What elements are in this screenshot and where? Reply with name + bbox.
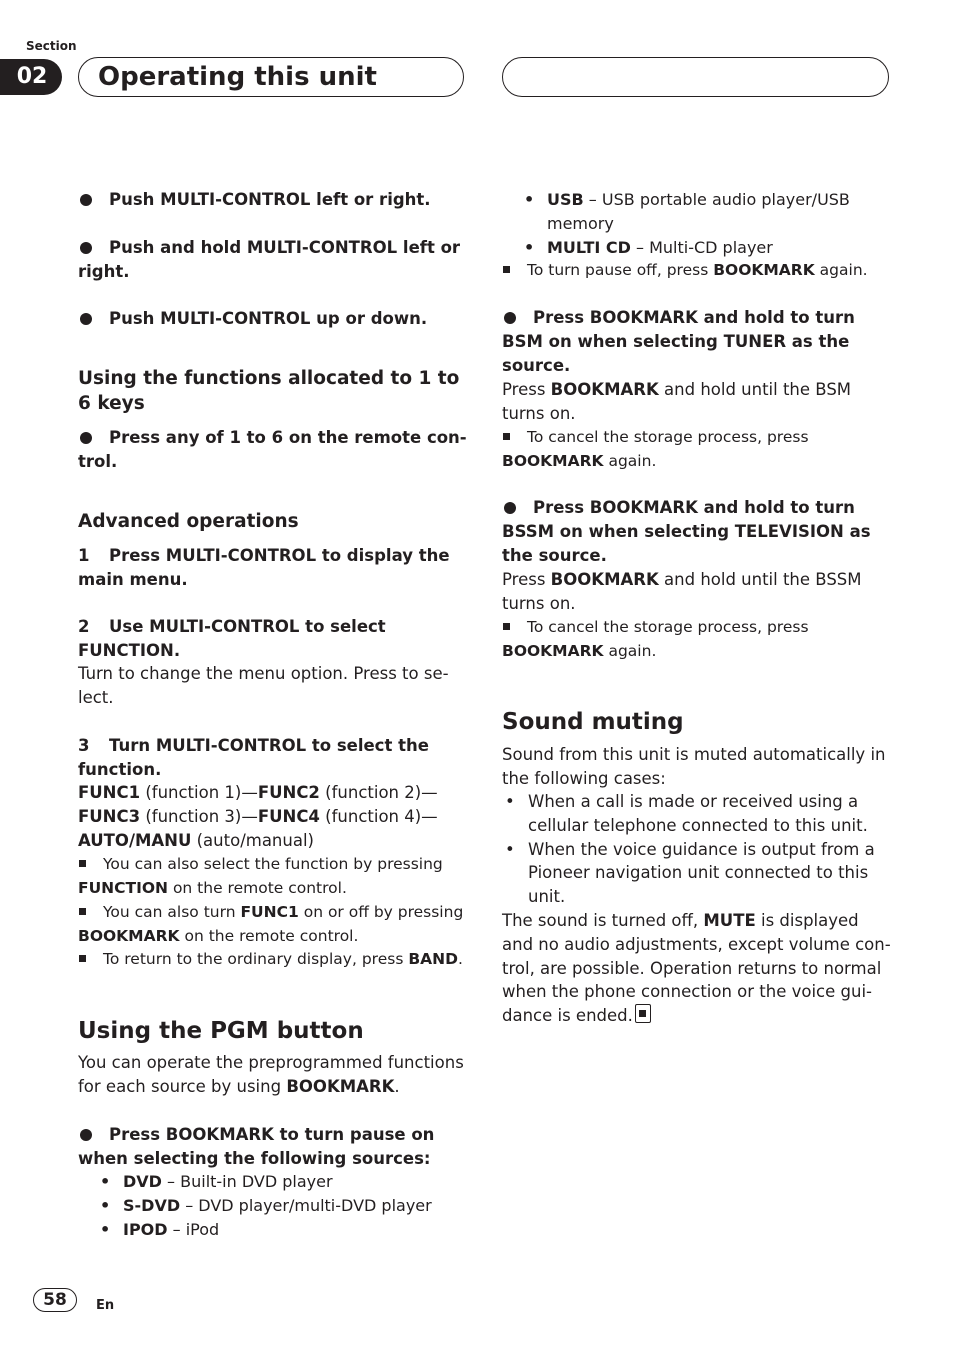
language-label: En — [96, 1298, 115, 1313]
list-item: • When a call is made or received using a cellular telephone connected to this unit. — [505, 792, 868, 835]
bullet-heading: Press BOOKMARK to turn pause on when selecting the following sources: — [78, 1125, 435, 1168]
list-item: • When the voice guidance is output from a Pioneer navigation unit connected to this unit. — [505, 839, 875, 907]
end-of-section-icon — [635, 1004, 651, 1023]
note: You can also select the function by pressing FUNCTION on the remote control. — [78, 855, 443, 897]
list-item: • DVD – Built-in DVD player — [100, 1172, 333, 1191]
bssm-body: Press BOOKMARK and hold until the BSSM turns on. — [502, 570, 862, 613]
pgm-intro: You can operate the preprogrammed functions for each source by using BOOKMARK. — [78, 1053, 464, 1096]
step-2: 2 Use MULTI-CONTROL to select FUNCTION. — [78, 617, 386, 660]
header-right-frame — [502, 57, 889, 97]
bullet-heading: Push and hold MULTI-CONTROL left or right. — [78, 238, 461, 281]
note: To turn pause off, press BOOKMARK again. — [527, 261, 868, 279]
note: To cancel the storage process, press BOOKMARK again. — [502, 618, 809, 660]
bullet-heading: Push MULTI-CONTROL up or down. — [109, 309, 428, 328]
page-number: 58 — [33, 1288, 77, 1312]
heading-pgm: Using the PGM button — [78, 1018, 364, 1044]
list-item: • MULTI CD – Multi-CD player — [524, 237, 773, 257]
bullet-heading: Press BOOKMARK and hold to turn BSSM on when selecting TELEVISION as the source. — [502, 498, 871, 565]
step-1: 1 Press MULTI-CONTROL to display the main menu. — [78, 546, 450, 589]
list-item: • USB – USB portable audio player/USB memory — [524, 190, 850, 233]
list-item: • S-DVD – DVD player/multi-DVD player — [100, 1195, 432, 1215]
note: To cancel the storage process, press BOOKMARK again. — [502, 428, 809, 470]
mute-intro: Sound from this unit is muted automatically in the following cases: — [502, 745, 886, 788]
bullet-heading: Push MULTI-CONTROL left or right. — [109, 190, 431, 209]
bullet-heading: Press BOOKMARK and hold to turn BSM on when selecting TUNER as the source. — [502, 308, 855, 375]
note: To return to the ordinary display, press BAND. — [103, 950, 463, 968]
subheading-keys: Using the functions allocated to 1 to 6 keys — [78, 368, 460, 414]
list-item: • IPOD – iPod — [100, 1219, 220, 1239]
source-list — [78, 1170, 468, 1241]
step-2-body: Turn to change the menu option. Press to se-lect. — [78, 664, 449, 707]
section-number-badge: 02 — [0, 59, 62, 95]
note: You can also turn FUNC1 on or off by pressing BOOKMARK on the remote control. — [78, 903, 464, 945]
bullet-heading: Press any of 1 to 6 on the remote con-trol. — [78, 428, 467, 471]
mute-body: The sound is turned off, MUTE is displayed and no audio adjustments, except volume con-trol, are possible. Operation returns to normal when the phone connection or the voice gui-dance is ended. — [502, 911, 891, 1026]
page-title: Operating this unit — [98, 62, 377, 92]
step-3: 3 Turn MULTI-CONTROL to select the function. — [78, 736, 429, 779]
section-label: Section — [26, 39, 77, 53]
subheading-advanced: Advanced operations — [78, 511, 299, 532]
function-list: FUNC1 (function 1)—FUNC2 (function 2)— FUNC3 (function 3)—FUNC4 (function 4)— AUTO/MANU (auto/manual) — [78, 783, 438, 850]
bsm-body: Press BOOKMARK and hold until the BSM turns on. — [502, 380, 852, 423]
heading-sound-muting: Sound muting — [502, 709, 684, 735]
source-list-continued — [502, 188, 894, 259]
mute-list — [502, 790, 894, 909]
